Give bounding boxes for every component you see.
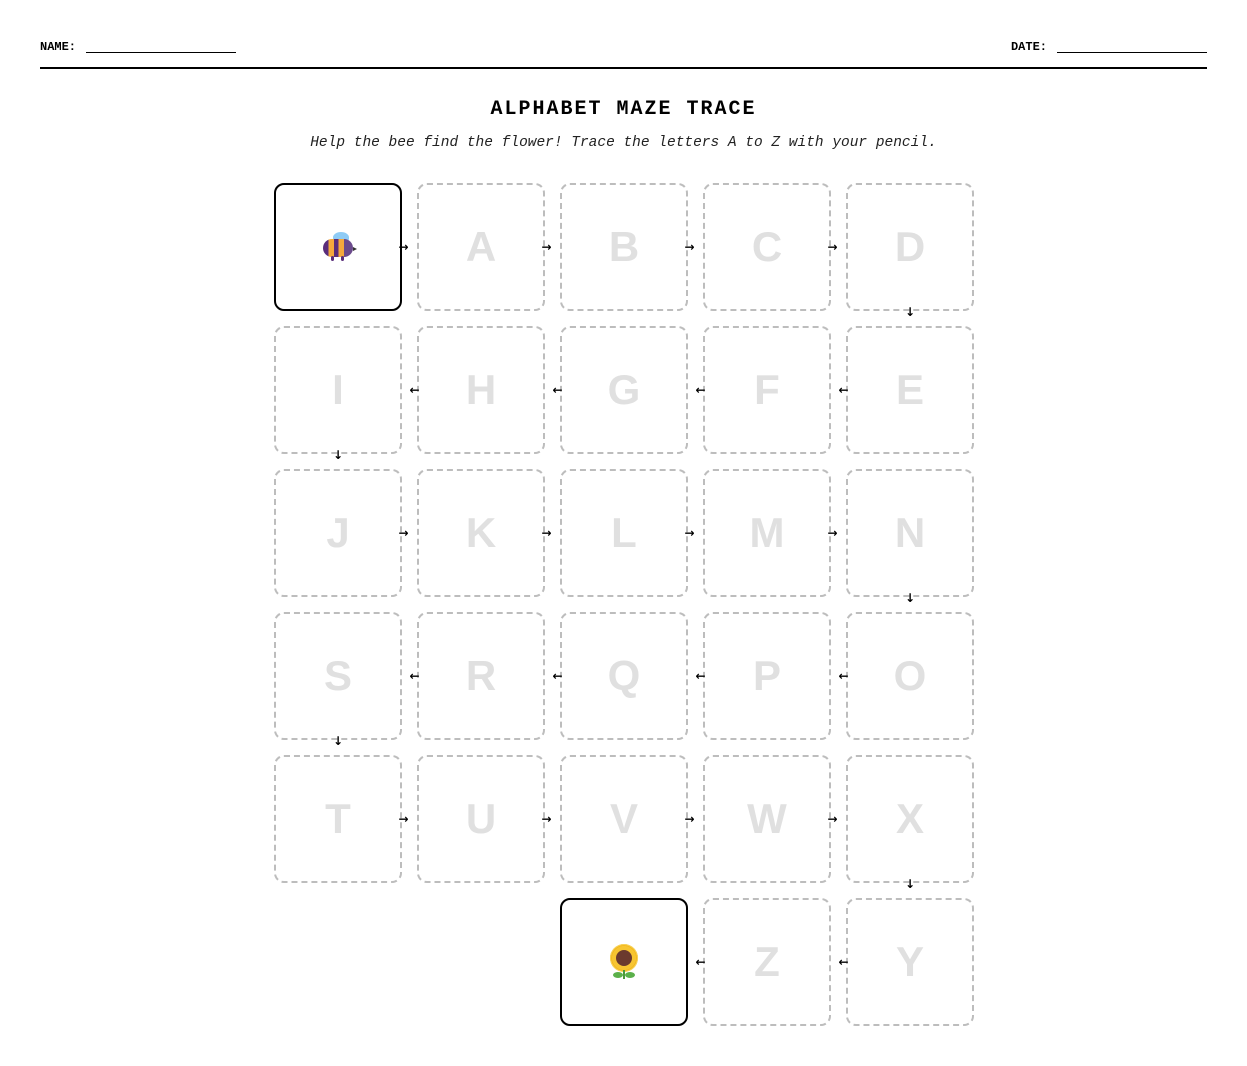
letter: I bbox=[332, 366, 344, 413]
letter-cell-x[interactable] bbox=[846, 755, 974, 883]
letter: H bbox=[465, 366, 497, 413]
date-label: DATE: bbox=[1010, 40, 1047, 54]
letter: Y bbox=[895, 938, 924, 985]
letter: V bbox=[609, 795, 638, 842]
arrow-right-icon: → bbox=[541, 812, 552, 826]
date-line[interactable] bbox=[1057, 42, 1207, 53]
letter: L bbox=[611, 509, 637, 556]
start-cell bbox=[274, 183, 402, 311]
arrow-down-icon: ↓ bbox=[905, 591, 916, 605]
arrow-right-icon: → bbox=[398, 812, 409, 826]
letter-cell-h[interactable] bbox=[417, 326, 545, 454]
arrow-left-icon: ← bbox=[838, 383, 849, 397]
letter: W bbox=[747, 795, 787, 842]
sunflower-icon bbox=[609, 944, 639, 980]
letter-cell-f[interactable] bbox=[703, 326, 831, 454]
letter: P bbox=[752, 652, 781, 699]
arrow-down-icon: ↓ bbox=[333, 448, 344, 462]
letter-cell-l[interactable] bbox=[560, 469, 688, 597]
arrow-right-icon: → bbox=[541, 240, 552, 254]
name-field[interactable] bbox=[40, 40, 236, 54]
arrow-right-icon: → bbox=[827, 812, 838, 826]
arrow-right-icon: → bbox=[684, 526, 695, 540]
arrow-left-icon: ← bbox=[409, 669, 420, 683]
arrow-left-icon: ← bbox=[838, 669, 849, 683]
letter: B bbox=[608, 223, 640, 270]
letter: U bbox=[465, 795, 497, 842]
arrow-left-icon: ← bbox=[838, 955, 849, 969]
arrow-left-icon: ← bbox=[695, 383, 706, 397]
arrow-right-icon: → bbox=[684, 812, 695, 826]
arrow-right-icon: → bbox=[684, 240, 695, 254]
letter-cell-t[interactable] bbox=[274, 755, 402, 883]
letter-cell-i[interactable] bbox=[274, 326, 402, 454]
letter: A bbox=[465, 223, 497, 270]
letter-cell-s[interactable] bbox=[274, 612, 402, 740]
page-title: ALPHABET MAZE TRACE bbox=[490, 98, 757, 121]
arrow-down-icon: ↓ bbox=[905, 877, 916, 891]
letter: E bbox=[895, 366, 924, 413]
letter: S bbox=[323, 652, 352, 699]
letter-cell-q[interactable] bbox=[560, 612, 688, 740]
arrow-right-icon: → bbox=[827, 240, 838, 254]
end-cell bbox=[560, 898, 688, 1026]
letter-cell-b[interactable] bbox=[560, 183, 688, 311]
letter: O bbox=[893, 652, 927, 699]
letter: G bbox=[607, 366, 641, 413]
letter-cell-w[interactable] bbox=[703, 755, 831, 883]
letter-cell-n[interactable] bbox=[846, 469, 974, 597]
letter: D bbox=[894, 223, 926, 270]
letter: R bbox=[465, 652, 497, 699]
arrow-left-icon: ← bbox=[409, 383, 420, 397]
letter-cell-c[interactable] bbox=[703, 183, 831, 311]
letter: J bbox=[326, 509, 350, 556]
worksheet-header bbox=[40, 36, 1207, 69]
arrow-right-icon: → bbox=[541, 526, 552, 540]
letter-cell-r[interactable] bbox=[417, 612, 545, 740]
name-line[interactable] bbox=[86, 42, 236, 53]
letter: Z bbox=[754, 938, 780, 985]
arrow-left-icon: ← bbox=[695, 955, 706, 969]
letter: F bbox=[754, 366, 780, 413]
arrow-down-icon: ↓ bbox=[333, 734, 344, 748]
letter-cell-o[interactable] bbox=[846, 612, 974, 740]
letter: C bbox=[751, 223, 783, 270]
letter-cell-d[interactable] bbox=[846, 183, 974, 311]
letter: M bbox=[749, 509, 785, 556]
letter-cell-k[interactable] bbox=[417, 469, 545, 597]
bee-icon bbox=[320, 231, 356, 263]
arrow-left-icon: ← bbox=[695, 669, 706, 683]
arrow-left-icon: ← bbox=[552, 383, 563, 397]
letter: T bbox=[325, 795, 351, 842]
letter-cell-j[interactable] bbox=[274, 469, 402, 597]
letter-cell-g[interactable] bbox=[560, 326, 688, 454]
letter-cell-v[interactable] bbox=[560, 755, 688, 883]
letter-cell-m[interactable] bbox=[703, 469, 831, 597]
name-label: NAME: bbox=[40, 40, 77, 54]
arrow-right-icon: → bbox=[398, 526, 409, 540]
letter-cell-e[interactable] bbox=[846, 326, 974, 454]
letter-cell-y[interactable] bbox=[846, 898, 974, 1026]
letter: X bbox=[895, 795, 924, 842]
letter: K bbox=[465, 509, 497, 556]
date-field[interactable] bbox=[1011, 40, 1207, 54]
instructions: Help the bee find the flower! Trace the letters A to Z with your pencil. bbox=[310, 135, 937, 151]
arrow-right-icon: → bbox=[827, 526, 838, 540]
letter: N bbox=[894, 509, 926, 556]
arrow-left-icon: ← bbox=[552, 669, 563, 683]
letter-cell-z[interactable] bbox=[703, 898, 831, 1026]
arrow-right-icon: → bbox=[398, 240, 409, 254]
letter-cell-p[interactable] bbox=[703, 612, 831, 740]
arrow-down-icon: ↓ bbox=[905, 305, 916, 319]
letter-cell-u[interactable] bbox=[417, 755, 545, 883]
alphabet-maze bbox=[274, 183, 974, 1026]
letter: Q bbox=[607, 652, 641, 699]
letter-cell-a[interactable] bbox=[417, 183, 545, 311]
